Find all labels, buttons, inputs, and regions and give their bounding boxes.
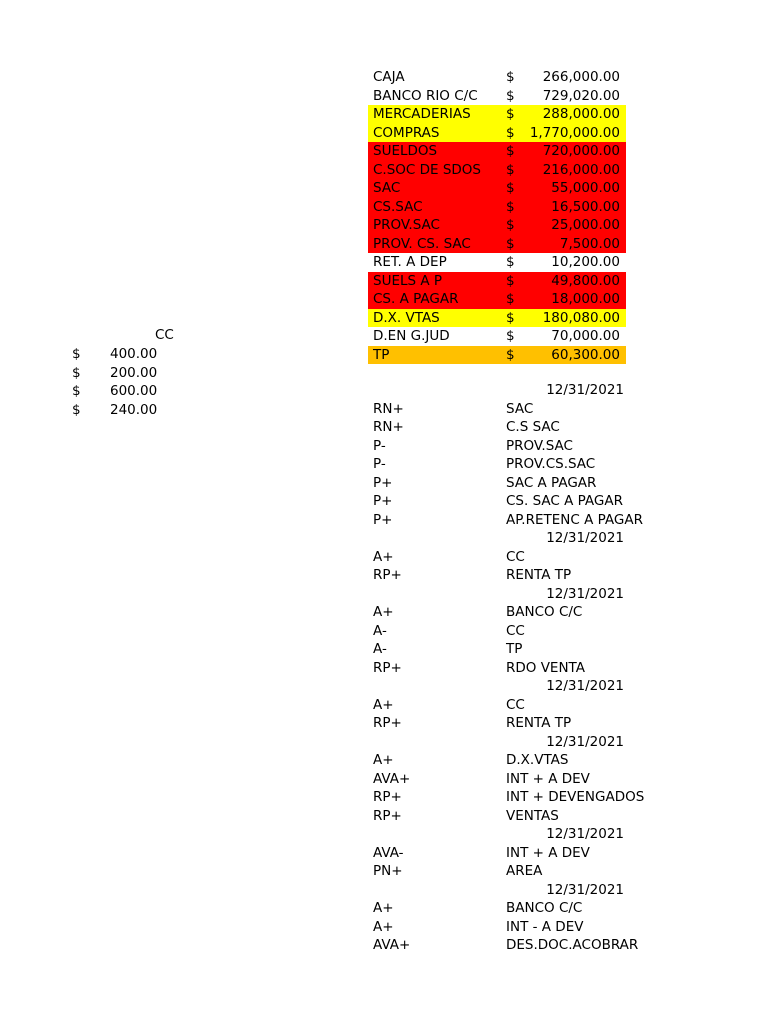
entry-account: RDO VENTA — [506, 659, 585, 676]
amount: 49,800.00 — [551, 272, 620, 289]
entry-account: TP — [506, 641, 523, 657]
journal-row — [368, 899, 626, 918]
amount: 18,000.00 — [551, 291, 620, 307]
entry-account: BANCO C/C — [506, 604, 583, 620]
entry-code: P+ — [373, 511, 393, 528]
entry-account: CC — [506, 548, 525, 565]
journal-row — [368, 714, 626, 733]
currency-symbol: $ — [506, 69, 515, 85]
entry-code: PN+ — [373, 863, 403, 879]
account-name: CAJA — [373, 69, 405, 85]
entry-date: 12/31/2021 — [546, 678, 624, 694]
entry-code: A+ — [373, 900, 394, 916]
entry-account: INT - A DEV — [506, 918, 584, 935]
entry-code: AVA+ — [373, 770, 411, 787]
currency-symbol: $ — [506, 180, 515, 196]
currency-symbol: $ — [506, 291, 515, 307]
entry-account: INT + A DEV — [506, 844, 590, 861]
amount: 16,500.00 — [551, 198, 620, 215]
entry-account: AP.RETENC A PAGAR — [506, 511, 643, 528]
journal-row — [368, 400, 626, 419]
entry-date: 12/31/2021 — [546, 585, 624, 602]
entry-account: INT + A DEV — [506, 770, 590, 787]
currency-symbol: $ — [506, 346, 515, 363]
entry-code: A+ — [373, 548, 394, 565]
currency-symbol: $ — [506, 143, 515, 159]
balance-row — [368, 198, 626, 217]
journal-row — [368, 437, 626, 456]
balance-row — [368, 124, 626, 143]
entry-account: D.X.VTAS — [506, 752, 569, 768]
balance-row — [368, 253, 626, 272]
currency-symbol: $ — [506, 106, 515, 122]
entry-code: P+ — [373, 474, 393, 491]
entry-date: 12/31/2021 — [546, 530, 624, 546]
balance-row — [368, 179, 626, 198]
balance-row — [368, 161, 626, 180]
entry-code: A+ — [373, 604, 394, 620]
amount: 729,020.00 — [542, 87, 620, 104]
account-name: MERCADERIAS — [373, 106, 471, 122]
entry-account: CS. SAC A PAGAR — [506, 493, 623, 509]
entry-code: P- — [373, 456, 386, 472]
currency-symbol: $ — [506, 161, 515, 178]
amount: 216,000.00 — [542, 161, 620, 178]
currency-symbol: $ — [72, 383, 81, 399]
currency-symbol: $ — [72, 364, 81, 381]
cc-row — [72, 345, 172, 364]
balance-row — [368, 290, 626, 309]
entry-account: AREA — [506, 863, 543, 879]
amount: 600.00 — [110, 383, 158, 399]
balance-row — [368, 272, 626, 291]
amount: 720,000.00 — [542, 143, 620, 159]
entry-date: 12/31/2021 — [546, 382, 624, 398]
entry-account: CC — [506, 622, 525, 639]
currency-symbol: $ — [506, 272, 515, 289]
entry-account: RENTA TP — [506, 567, 572, 583]
entry-account: CC — [506, 696, 525, 713]
entry-code: AVA+ — [373, 937, 411, 953]
currency-symbol: $ — [506, 235, 515, 252]
amount: 240.00 — [110, 401, 158, 418]
account-name: SAC — [373, 180, 401, 196]
entry-date: 12/31/2021 — [546, 733, 624, 750]
amount: 288,000.00 — [542, 106, 620, 122]
entry-code: A- — [373, 622, 387, 639]
journal-row — [368, 659, 626, 678]
entry-account: SAC — [506, 400, 534, 417]
entry-date: 12/31/2021 — [546, 881, 624, 898]
entry-account: INT + DEVENGADOS — [506, 789, 645, 805]
account-name: CS. A PAGAR — [373, 291, 459, 307]
entry-account: SAC A PAGAR — [506, 474, 597, 491]
balance-row — [368, 346, 626, 365]
account-name: TP — [373, 346, 390, 363]
amount: 180,080.00 — [542, 309, 620, 326]
journal-row — [368, 622, 626, 641]
amount: 55,000.00 — [551, 180, 620, 196]
journal-row — [368, 936, 639, 955]
journal-row — [368, 640, 626, 659]
account-name: SUELS A P — [373, 272, 443, 289]
currency-symbol: $ — [72, 401, 81, 418]
amount: 25,000.00 — [551, 217, 620, 233]
entry-code: P+ — [373, 493, 393, 509]
account-name: C.SOC DE SDOS — [373, 161, 482, 178]
cc-row — [72, 382, 172, 401]
entry-code: P- — [373, 437, 386, 454]
currency-symbol: $ — [506, 328, 515, 344]
account-name: PROV. CS. SAC — [373, 235, 471, 252]
journal-row — [368, 492, 626, 511]
account-name: COMPRAS — [373, 124, 440, 141]
entry-account: BANCO C/C — [506, 900, 583, 916]
journal-row — [368, 511, 643, 530]
journal-row — [368, 844, 626, 863]
balance-row — [368, 309, 626, 328]
journal-row — [368, 474, 626, 493]
entry-code: RN+ — [373, 400, 404, 417]
journal-row — [368, 566, 626, 585]
account-name: CS.SAC — [373, 198, 423, 215]
currency-symbol: $ — [506, 217, 515, 233]
cc-row — [72, 401, 172, 420]
entry-code: A+ — [373, 918, 394, 935]
balance-row — [368, 105, 626, 124]
entry-code: A+ — [373, 752, 394, 768]
currency-symbol: $ — [506, 87, 515, 104]
journal-row — [368, 788, 645, 807]
journal-row — [368, 918, 626, 937]
entry-account: PROV.CS.SAC — [506, 456, 596, 472]
entry-account: RENTA TP — [506, 715, 572, 731]
currency-symbol: $ — [506, 254, 515, 270]
journal-row — [368, 696, 626, 715]
balance-row — [368, 87, 626, 106]
entry-account: DES.DOC.ACOBRAR — [506, 937, 639, 953]
balance-row — [368, 235, 626, 254]
journal-row — [368, 418, 626, 437]
currency-symbol: $ — [72, 346, 81, 362]
account-name: RET. A DEP — [373, 254, 447, 270]
balance-row — [368, 68, 626, 87]
amount: 60,300.00 — [551, 346, 620, 363]
journal-row — [368, 807, 626, 826]
amount: 400.00 — [110, 346, 158, 362]
amount: 1,770,000.00 — [529, 124, 620, 141]
account-name: D.X. VTAS — [373, 309, 440, 326]
entry-code: A- — [373, 641, 387, 657]
journal-row — [368, 548, 626, 567]
entry-account: PROV.SAC — [506, 437, 573, 454]
journal-row — [368, 770, 626, 789]
currency-symbol: $ — [506, 309, 515, 326]
entry-account: VENTAS — [506, 807, 559, 824]
entry-code: RN+ — [373, 419, 404, 435]
entry-code: RP+ — [373, 659, 402, 676]
entry-date: 12/31/2021 — [546, 826, 624, 842]
amount: 7,500.00 — [559, 235, 620, 252]
journal-row — [368, 455, 626, 474]
currency-symbol: $ — [506, 124, 515, 141]
journal-row — [368, 751, 626, 770]
journal-row — [368, 603, 626, 622]
entry-code: A+ — [373, 696, 394, 713]
entry-code: RP+ — [373, 807, 402, 824]
balance-row — [368, 142, 626, 161]
entry-code: RP+ — [373, 715, 402, 731]
currency-symbol: $ — [506, 198, 515, 215]
account-name: D.EN G.JUD — [373, 328, 450, 344]
amount: 200.00 — [110, 364, 158, 381]
account-name: BANCO RIO C/C — [373, 87, 478, 104]
account-name: PROV.SAC — [373, 217, 440, 233]
balance-row — [368, 216, 626, 235]
amount: 266,000.00 — [542, 69, 620, 85]
cc-column-header: CC — [155, 327, 174, 343]
balance-row — [368, 327, 626, 346]
cc-row — [72, 364, 172, 383]
entry-code: RP+ — [373, 789, 402, 805]
amount: 70,000.00 — [551, 328, 620, 344]
entry-code: RP+ — [373, 567, 402, 583]
journal-row — [368, 862, 626, 881]
account-name: SUELDOS — [373, 143, 438, 159]
entry-account: C.S SAC — [506, 419, 560, 435]
amount: 10,200.00 — [551, 254, 620, 270]
entry-code: AVA- — [373, 844, 404, 861]
